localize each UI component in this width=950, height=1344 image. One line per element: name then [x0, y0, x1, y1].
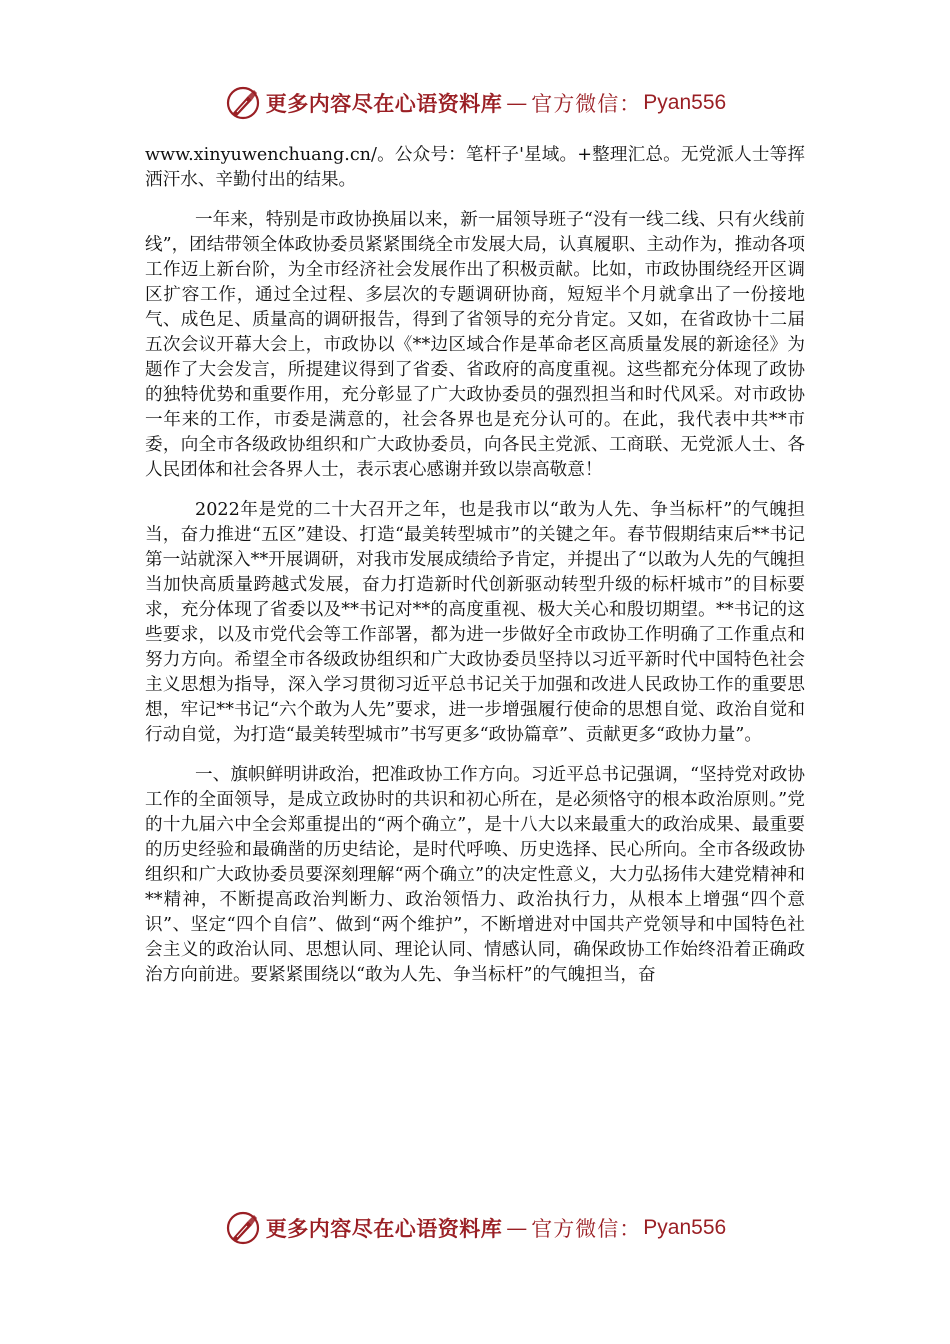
paragraph-2022-outlook: 2022年是党的二十大召开之年，也是我市以“敢为人先、争当标杆”的气魄担当，奋力推进“五区”建设、打造“最美转型城市”的关键之年。春节假期结束后**书记第一站就深入**开展调研，对我市发展成绩给予肯定，并提出了“以敢为人先的气魄担当加快高质量跨越式发展，奋力打造新时代创新驱动转型升级的标杆城市”的目标要求，充分体现了省委以及**书记对**的高度重视、极大关心和殷切期望。**书记的这些要求，以及市党代会等工作部署，都为进一步做好全市政协工作明确了工作重点和努力方向。希望全市各级政协组织和广大政协委员坚持以习近平新时代中国特色社会主义思想为指导，深入学习贯彻习近平总书记关于加强和改进人民政协工作的重要思想，牢记**书记“六个敢为人先”要求，进一步增强履行使命的思想自觉、政治自觉和行动自觉，为打造“最美转型城市”书写更多“政协篇章”、贡献更多“政协力量”。 [145, 500, 805, 745]
banner-wechat-id: Pyan556 [643, 1216, 727, 1239]
document-body [145, 143, 805, 988]
banner-title: 更多内容尽在心语资料库 [265, 1216, 503, 1241]
paragraph-continuation: www.xinyuwenchuang.cn/。公众号：笔杆子'星域。+整理汇总。无党派人士等挥洒汗水、辛勤付出的结果。 [145, 145, 805, 190]
banner-wechat-label: 官方微信： [531, 92, 642, 116]
banner-separator: — [506, 1216, 528, 1240]
banner-title: 更多内容尽在心语资料库 [265, 91, 503, 116]
pen-nib-logo-icon [224, 84, 262, 122]
paragraph-politics-section: 一、旗帜鲜明讲政治，把准政协工作方向。习近平总书记强调，“坚持党对政协工作的全面领导，是成立政协时的共识和初心所在，是必须恪守的根本政治原则。”党的十九届六中全会郑重提出的“两个确立”，是十八大以来最重大的政治成果、最重要的历史经验和最确凿的历史结论，是时代呼唤、历史选择、民心所向。全市各级政协组织和广大政协委员要深刻理解“两个确立”的决定性意义，大力弘扬伟大建党精神和**精神，不断提高政治判断力、政治领悟力、政治执行力，从根本上增强“四个意识”、坚定“四个自信”、做到“两个维护”，不断增进对中国共产党领导和中国特色社会主义的政治认同、思想认同、理论认同、情感认同，确保政协工作始终沿着正确政治方向前进。要紧紧围绕以“敢为人先、争当标杆”的气魄担当，奋 [145, 765, 805, 985]
banner-separator: — [506, 91, 528, 115]
paragraph-year-review: 一年来，特别是市政协换届以来，新一届领导班子“没有一线二线、只有火线前线”，团结带领全体政协委员紧紧围绕全市发展大局，认真履职、主动作为，推动各项工作迈上新台阶，为全市经济社会发展作出了积极贡献。比如，市政协围绕经开区调区扩容工作，通过全过程、多层次的专题调研协商，短短半个月就拿出了一份接地气、成色足、质量高的调研报告，得到了省领导的充分肯定。又如，在省政协十二届五次会议开幕大会上，市政协以《**边区域合作是革命老区高质量发展的新途径》为题作了大会发言，所提建议得到了省委、省政府的高度重视。这些都充分体现了政协的独特优势和重要作用，充分彰显了广大政协委员的强烈担当和时代风采。对市政协一年来的工作，市委是满意的，社会各界也是充分认可的。在此，我代表中共**市委，向全市各级政协组织和广大政协委员，向各民主党派、工商联、无党派人士、各人民团体和社会各界人士，表示衷心感谢并致以崇高敬意！ [145, 210, 805, 480]
header-banner [0, 80, 950, 126]
banner-wechat-id: Pyan556 [643, 91, 727, 114]
banner-wechat-label: 官方微信： [531, 1217, 642, 1241]
pen-nib-logo-icon [224, 1209, 262, 1247]
footer-banner [0, 1205, 950, 1251]
